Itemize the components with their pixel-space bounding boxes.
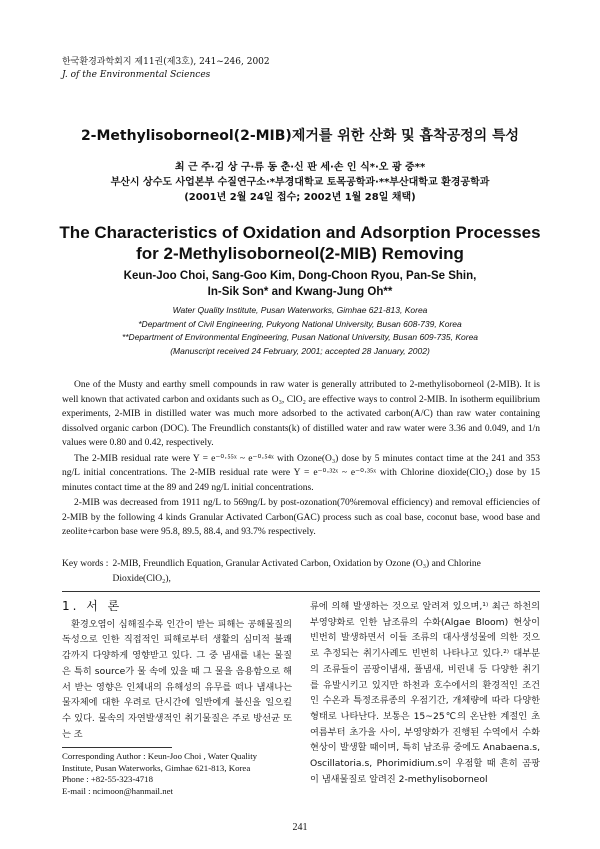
footnote-divider [62, 747, 172, 748]
abstract [62, 378, 540, 541]
keywords-label: Key words : [62, 559, 109, 569]
received-dates-kr: (2001년 2월 24일 접수; 2002년 1월 28일 채택) [184, 192, 416, 203]
journal-header [62, 56, 270, 82]
footnote-email: E-mail : ncimoon@hanmail.net [62, 785, 173, 796]
authors-kr-block [0, 160, 600, 205]
page-number: 241 [292, 822, 308, 833]
keywords-text: 2-MIB, Freundlich Equation, Granular Activated Carbon, Oxidation by Ozone (O₃) and Chlorine Dioxide(ClO₂), [112, 559, 481, 584]
journal-citation-kr: 한국환경과학회지 제11권(제3호), 241~246, 2002 [62, 57, 270, 67]
author-names-en-line1: Keun-Joo Choi, Sang-Goo Kim, Dong-Choon Ryou, Pan-Se Shin, [123, 270, 477, 282]
body-column-left [62, 599, 292, 742]
keywords [62, 557, 540, 586]
body-column-right [310, 599, 540, 787]
footnote-line1: Corresponding Author : Keun-Joo Choi , Water Quality [62, 751, 258, 761]
authors-en-block [0, 268, 600, 300]
journal-name-en: J. of the Environmental Sciences [62, 70, 211, 80]
corresponding-author-footnote [62, 751, 302, 797]
paper-title-en-line1: The Characteristics of Oxidation and Adsorption Processes [59, 223, 541, 242]
affiliation-en-3: **Department of Environmental Engineering, Pusan National University, Busan 609-735, Korea [121, 332, 479, 342]
abstract-paragraph-2: The 2-MIB residual rate were Y = e⁻⁰·⁵⁵ˣ ~ e⁻⁰·⁵⁴ˣ with Ozone(O₃) dose by 5 minutes contact time at the 241 and 353 ng/L initial concentrations. The 2-MIB residual rate were Y = e⁻⁰·³²ˣ ~ e⁻⁰·³⁵ˣ with Chlorine dioxide(ClO₂) dose by 15 minutes contact time at the 89 and 249 ng/L initial concentrations. [62, 453, 540, 493]
affiliation-en-1: Water Quality Institute, Pusan Waterworks, Gimhae 621-813, Korea [172, 305, 428, 315]
affiliations-en [0, 304, 600, 358]
paper-title-en-line2: for 2-Methylisoborneol(2-MIB) Removing [136, 244, 464, 263]
author-names-en-line2: In-Sik Son* and Kwang-Jung Oh** [207, 286, 393, 298]
section-divider [62, 591, 540, 592]
affiliation-en-2: *Department of Civil Engineering, Pukyong National University, Busan 608-739, Korea [138, 318, 462, 329]
intro-paragraph-left: 환경오염이 심해질수록 인간이 받는 피해는 공해물질의 독성으로 인한 직접적인 피해로부터 생활의 심미적 불쾌감까지 다양하게 영향받고 있다. 그 중 냄새를 내는 물질은 특히 source가 물 속에 있을 때 그 물을 음용함으로 해서 받는 영향은 인체내의 유해성의 유무를 떠나 냄새나는 물자체에 대한 우려로 단시간에 일반에게 불신을 일으킬 수 있다. 물속의 자연발생적인 취기물질은 주로 방선균 또는 조 [62, 618, 292, 740]
intro-paragraph-right: 류에 의해 발생하는 것으로 알려져 있으며,¹⁾ 최근 하천의 부영양화로 인한 남조류의 수화(Algae Bloom) 현상이 빈번히 발생하면서 이들 조류의 대사생성물에 의한 것으로 추정되는 취기사례도 빈번히 나타나고 있다.²⁾ 대부분의 조류들이 곰팡이냄새, 풀냄새, 비린내 등 다양한 취기를 유발시키고 있지만 하천과 호수에서의 환경적인 조건인 수온과 특정조류종의 우점기간, 개체량에 따라 다양한 형태로 나타난다. 보통은 15~25℃의 온난한 계절인 초여름부터 초가을 사이, 부영양화가 진행된 수역에서 수화현상이 발생할 때이며, 특히 남조류 중에도 Anabaena.s, Oscillatoria.s, Phorimidium.s이 우점할 때 흔히 곰팡이 냄새물질로 알려진 2-methylisoborneol [310, 601, 540, 785]
author-affiliations-kr: 부산시 상수도 사업본부 수질연구소·*부경대학교 토목공학과·**부산대학교 환경공학과 [110, 177, 490, 188]
manuscript-dates-en: (Manuscript received 24 February, 2001; accepted 28 January, 2002) [170, 345, 430, 356]
abstract-paragraph-1: One of the Musty and earthy smell compounds in raw water is generally attributed to 2-methylisoborneol (2-MIB). It is well known that activated carbon and oxidants such as O₃, ClO₂ are effective ways to control 2-MIB. In isotherm equilibrium experiments, 2-MIB in distilled water was much more adsorbed to the activated carbon(A/C) than raw water containing dissolved organic carbon (DOC). The Freundlich constants(k) of distilled water and raw water were 3.36 and 0.049, and 1/n values were 0.80 and 0.42, respectively. [62, 380, 540, 448]
footnote-line2: Institute, Pusan Waterworks, Gimhae 621-813, Korea [62, 762, 251, 773]
author-names-kr: 최 근 주·김 상 구·류 동 춘·신 판 세·손 인 식*·오 광 중** [174, 162, 426, 173]
paper-title-kr: 2-Methylisoborneol(2-MIB)제거를 위한 산화 및 흡착공정의 특성 [80, 128, 520, 144]
section-heading-introduction: 1. 서 론 [62, 599, 123, 613]
abstract-paragraph-3: 2-MIB was decreased from 1911 ng/L to 569ng/L by post-ozonation(70%removal efficiency) and removal efficiencies of 2-MIB by the following 4 kinds Granular Activated Carbon(GAC) process such as coal base, coconut base, wood base and zeolite+carbon base were 95.8, 89.5, 88.4, and 93.7% respectively. [62, 498, 540, 537]
paper-title-en [0, 222, 600, 264]
footnote-phone: Phone : +82-55-323-4718 [62, 774, 153, 784]
